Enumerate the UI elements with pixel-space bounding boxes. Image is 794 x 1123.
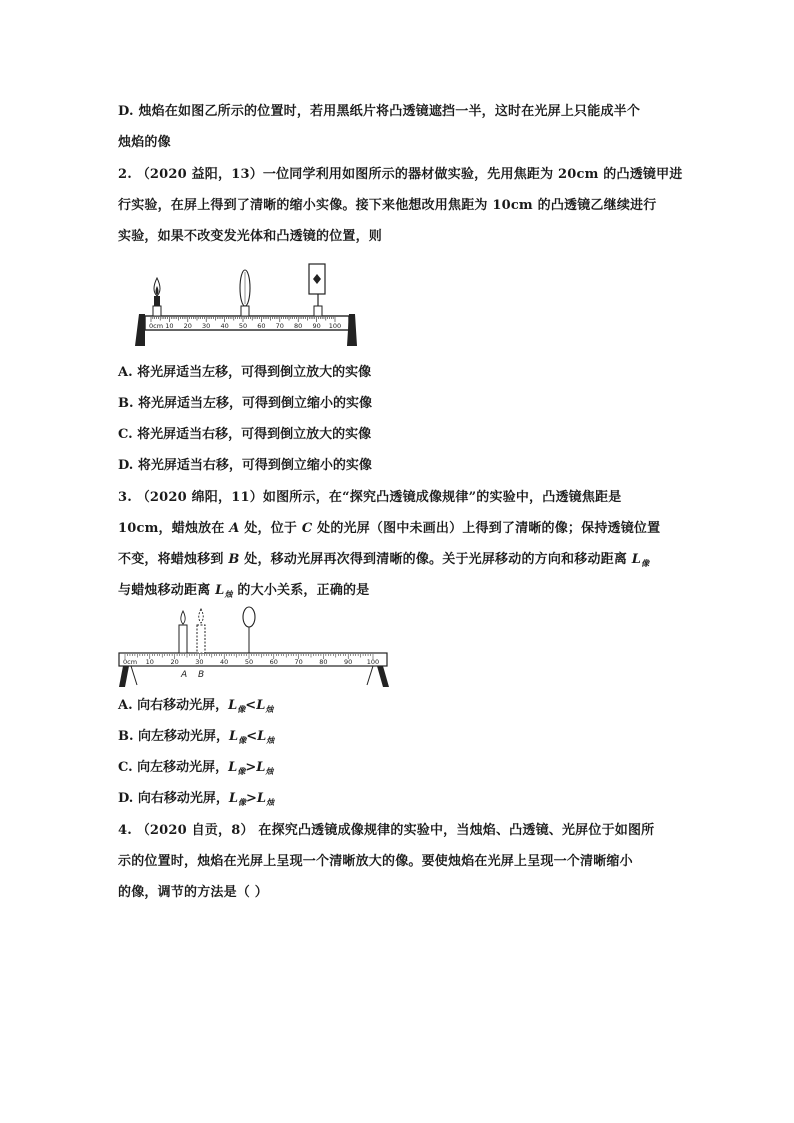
q1-option-d-line2: 烛焰的像 (118, 135, 171, 150)
q3-option-d: D. 向右移动光屏，$L_像>L_烛$ (118, 791, 275, 807)
ruler-tick-label: 90 (344, 658, 353, 666)
ruler-tick-label: 40 (220, 322, 229, 330)
q3-option-c: C. 向左移动光屏，$L_像>L_烛$ (118, 760, 274, 776)
ruler-tick-label: 70 (294, 658, 303, 666)
ruler-tick-label: 50 (244, 658, 254, 666)
ruler-tick-label: 90 (312, 322, 321, 330)
ruler-tick-label: 20 (183, 322, 192, 330)
ruler-tick-label: 0cm (123, 658, 138, 666)
q2-stem-line2: 行实验，在屏上得到了清晰的缩小实像。接下来他想改用焦距为 10cm 的凸透镜乙继续进行 (118, 198, 657, 213)
q3-stem-line2: 10cm，蜡烛放在 A 处，位于 C 处的光屏（图中未画出）上得到了清晰的像；保持透镜位置 (118, 521, 661, 536)
q3-option-a: A. 向右移动光屏，$L_像<L_烛$ (118, 698, 274, 714)
ruler-tick-label: 80 (319, 658, 328, 666)
ruler-tick-label: 40 (220, 658, 229, 666)
ruler-tick-label: 80 (294, 322, 303, 330)
q2-stem-line3: 实验，如果不改变发光体和凸透镜的位置，则 (118, 229, 383, 244)
ruler-tick-label: 0cm (149, 322, 164, 330)
ruler-tick-label: 30 (202, 322, 211, 330)
ruler-tick-label: 30 (195, 658, 204, 666)
q2-option-c: C. 将光屏适当右移，可得到倒立放大的实像 (118, 427, 372, 442)
q2-option-d: D. 将光屏适当右移，可得到倒立缩小的实像 (118, 458, 372, 473)
q2-optical-bench-figure (135, 262, 357, 352)
ruler-tick-label: 60 (269, 658, 278, 666)
ruler-tick-label: 100 (328, 322, 342, 330)
q4-stem-line3: 的像，调节的方法是（ ） (118, 885, 268, 900)
q3-stem-line3: 不变，将蜡烛移到 B 处，移动光屏再次得到清晰的像。关于光屏移动的方向和移动距离 $L_像$ (118, 552, 650, 568)
q2-option-b: B. 将光屏适当左移，可得到倒立缩小的实像 (118, 396, 373, 411)
q3-figure-label-a: A (181, 670, 188, 680)
ruler-tick-label: 10 (145, 658, 154, 666)
q2-option-a: A. 将光屏适当左移，可得到倒立放大的实像 (118, 365, 372, 380)
ruler-tick-label: 70 (275, 322, 284, 330)
q3-optical-bench-figure (115, 605, 393, 687)
q4-stem-line1: 4. （2020 自贡，8） 在探究凸透镜成像规律的实验中，当烛焰、凸透镜、光屏位于如图所 (118, 823, 655, 838)
q1-option-d-line1: D. 烛焰在如图乙所示的位置时，若用黑纸片将凸透镜遮挡一半，这时在光屏上只能成半个 (118, 104, 641, 119)
ruler-tick-label: 20 (170, 658, 179, 666)
q3-stem-line1: 3. （2020 绵阳，11）如图所示，在“探究凸透镜成像规律”的实验中，凸透镜焦距是 (118, 490, 622, 505)
ruler-tick-label: 100 (366, 658, 380, 666)
q3-figure-label-b: B (198, 670, 205, 680)
q3-option-b: B. 向左移动光屏，$L_像<L_烛$ (118, 729, 275, 745)
q4-stem-line2: 示的位置时，烛焰在光屏上呈现一个清晰放大的像。要使烛焰在光屏上呈现一个清晰缩小 (118, 854, 633, 869)
q2-stem-line1: 2. （2020 益阳，13）一位同学利用如图所示的器材做实验，先用焦距为 20cm 的凸透镜甲进 (118, 167, 683, 182)
q3-stem-line4: 与蜡烛移动距离 $L_烛$ 的大小关系，正确的是 (118, 583, 370, 599)
ruler-tick-label: 10 (165, 322, 174, 330)
ruler-tick-label: 50 (238, 322, 248, 330)
ruler-tick-label: 60 (257, 322, 266, 330)
